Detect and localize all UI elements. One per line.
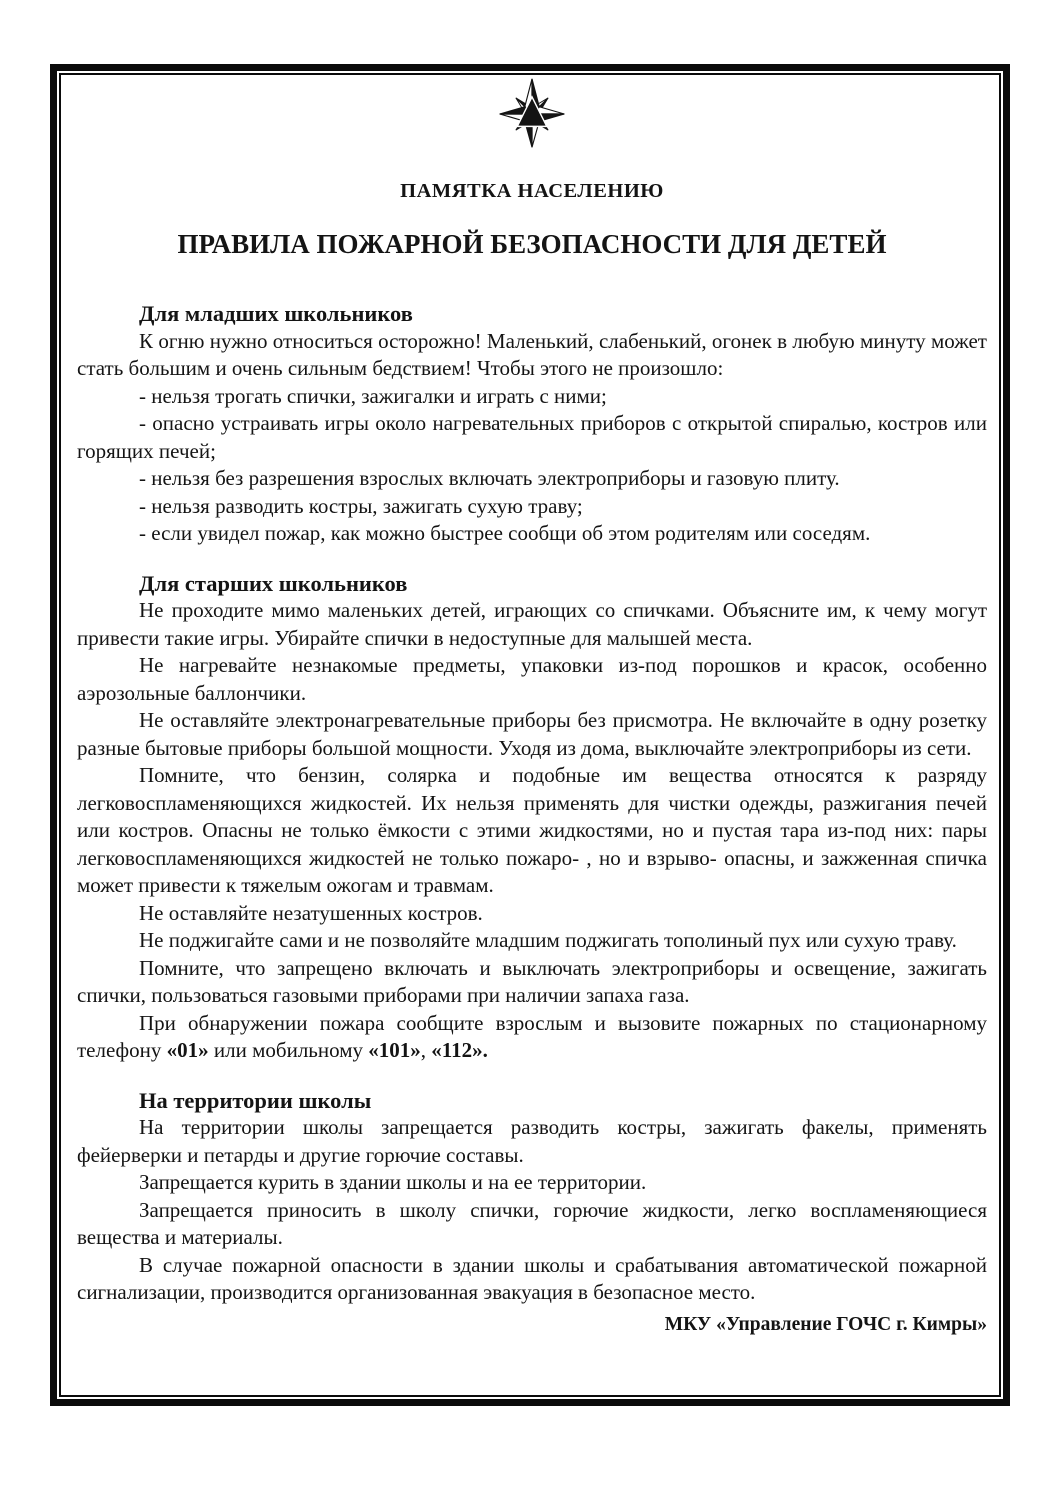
paragraph-unextinguished-fires: Не оставляйте незатушенных костров.	[139, 900, 483, 925]
paragraph-intro-fire-care: К огню нужно относиться осторожно! Маленький, слабенький, огонек в любую минуту может стать большим и очень сильным бедствием! Чтобы этого не произошло:	[77, 328, 987, 380]
section-school-grounds	[77, 1087, 987, 1307]
section-older-pupils	[77, 570, 987, 1065]
paragraph-no-smoking: Запрещается курить в здании школы и на ее территории.	[139, 1170, 647, 1194]
paragraph-emergency-call	[77, 1010, 987, 1065]
list-item-no-games-near-heaters: - опасно устраивать игры около нагревательных приборов с открытой спиралью, костров или горящих печей;	[77, 411, 987, 463]
section-younger-pupils	[77, 300, 987, 548]
list-item-no-bonfires: - нельзя разводить костры, зажигать сухую траву;	[139, 493, 583, 518]
phone-number-112: «112».	[431, 1038, 488, 1062]
paragraph-flammable-liquids: Помните, что бензин, солярка и подобные им вещества относятся к разряду легковоспламеняющихся жидкостей. Их нельзя применять для чистки одежды, разжигания печей или костров. Опасны не только ёмкости с этими жидкостями, но и пустая тара из-под них: пары легковоспламеняющихся жидкостей не только пожаро- , но и взрыво- опасны, и зажженная спичка может привести к тяжелым ожогам и травмам.	[77, 763, 987, 897]
document-content	[57, 71, 1003, 1399]
civil-defense-compass-star-icon	[494, 76, 570, 152]
paragraph-evacuation: В случае пожарной опасности в здании школы и срабатывания автоматической пожарной сигнализации, производится организованная эвакуация в безопасное место.	[77, 1252, 987, 1304]
list-item-no-appliances-without-permission: - нельзя без разрешения взрослых включать электроприборы и газовую плиту.	[139, 466, 840, 490]
paragraph-unknown-containers: Не нагревайте незнакомые предметы, упаковки из-под порошков и красок, особенно аэрозольные баллончики.	[77, 653, 987, 705]
paragraph-no-bonfires-at-school: На территории школы запрещается разводить костры, зажигать факелы, применять фейерверки и петарды и другие горючие составы.	[77, 1115, 987, 1167]
document-frame	[50, 64, 1010, 1406]
section-heading-older-pupils: Для старших школьников	[139, 570, 408, 596]
paragraph-gas-smell: Помните, что запрещено включать и выключать электроприборы и освещение, зажигать спички, пользоваться газовыми приборами при наличии запаха газа.	[77, 955, 987, 1007]
paragraph-no-flammables-at-school: Запрещается приносить в школу спички, горючие жидкости, легко воспламеняющиеся вещества и материалы.	[77, 1197, 987, 1249]
page-title: ПРАВИЛА ПОЖАРНОЙ БЕЗОПАСНОСТИ ДЛЯ ДЕТЕЙ	[177, 229, 887, 259]
list-item-report-fire: - если увидел пожар, как можно быстрее сообщи об этом родителям или соседям.	[139, 521, 871, 545]
emergency-call-text: ,	[420, 1038, 432, 1062]
phone-number-101: «101»	[368, 1038, 421, 1062]
paragraph-children-with-matches: Не проходите мимо маленьких детей, играющих со спичками. Объясните им, к чему могут привести такие игры. Убирайте спички в недоступные для малышей места.	[77, 598, 987, 650]
emergency-call-text: или мобильному	[208, 1038, 369, 1062]
list-item-no-matches: - нельзя трогать спички, зажигалки и играть с ними;	[139, 383, 607, 408]
paragraph-poplar-fluff: Не поджигайте сами и не позволяйте младшим поджигать тополиный пух или сухую траву.	[139, 928, 957, 952]
document-footer: МКУ «Управление ГОЧС г. Кимры»	[664, 1313, 987, 1335]
emergency-call-text: При обнаружении пожара сообщите взрослым и вызовите пожарных по стационарному телефону	[77, 1010, 987, 1062]
section-heading-younger-pupils: Для младших школьников	[139, 301, 413, 326]
phone-number-01: «01»	[166, 1038, 209, 1062]
document-kicker: ПАМЯТКА НАСЕЛЕНИЮ	[400, 180, 664, 202]
paragraph-electric-appliances: Не оставляйте электронагревательные приборы без присмотра. Не включайте в одну розетку разные бытовые приборы большой мощности. Уходя из дома, выключайте электроприборы из сети.	[77, 708, 987, 760]
section-heading-school-grounds: На территории школы	[139, 1087, 372, 1113]
